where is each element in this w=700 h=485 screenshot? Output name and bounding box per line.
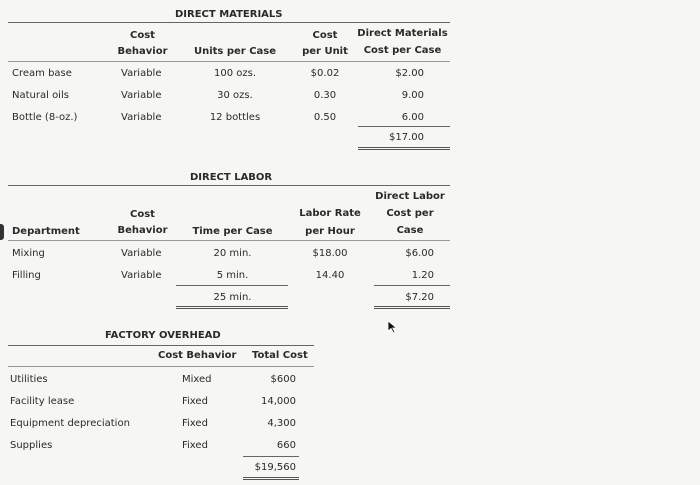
- dm-top-rule: [8, 22, 450, 23]
- fo-header-rule: [8, 366, 314, 367]
- dl-time-total-rule: [176, 306, 288, 309]
- dl-header-rule: [8, 240, 450, 241]
- dm-behavior: Variable: [121, 90, 162, 101]
- dl-dept: Filling: [12, 270, 41, 281]
- dm-header-behavior-2: Behavior: [117, 46, 168, 57]
- dl-total: $7.20: [405, 292, 434, 303]
- mouse-cursor-icon: [387, 320, 399, 334]
- dl-title: DIRECT LABOR: [190, 172, 273, 183]
- dm-cost: $0.02: [310, 68, 340, 79]
- fo-item: Equipment depreciation: [10, 418, 130, 429]
- dl-header-behavior-1: Cost: [130, 209, 155, 220]
- dm-header-behavior-1: Cost: [130, 30, 155, 41]
- dl-time: 5 min.: [216, 270, 249, 281]
- dl-header-dl-3: Case: [396, 225, 424, 236]
- dm-units: 12 bottles: [209, 112, 261, 123]
- fo-item: Supplies: [10, 440, 53, 451]
- fo-cost: 660: [276, 440, 296, 451]
- fo-title: FACTORY OVERHEAD: [105, 330, 221, 341]
- fo-total: $19,560: [254, 462, 296, 473]
- dm-header-dm-1: Direct Materials: [357, 28, 448, 39]
- dl-total-time: 25 min.: [213, 292, 252, 303]
- dl-header-time: Time per Case: [192, 226, 273, 237]
- fo-cost: 14,000: [261, 396, 296, 407]
- fo-header-behavior: Cost Behavior: [158, 350, 237, 361]
- dm-item: Cream base: [12, 68, 72, 79]
- dl-header-dl-1: Direct Labor: [375, 191, 445, 202]
- dl-sum-rule: [374, 285, 450, 286]
- dl-case: 1.20: [411, 270, 434, 281]
- dm-total: $17.00: [389, 132, 424, 143]
- dl-time-sum-rule: [176, 285, 288, 286]
- dm-sum-rule: [358, 126, 450, 127]
- dm-header-cost-1: Cost: [312, 30, 338, 41]
- dm-title: DIRECT MATERIALS: [175, 9, 283, 20]
- fo-item: Facility lease: [10, 396, 75, 407]
- dm-behavior: Variable: [121, 112, 162, 123]
- fo-cost: $600: [270, 374, 296, 385]
- dl-header-department: Department: [12, 226, 80, 237]
- dm-case: $2.00: [395, 68, 424, 79]
- dm-behavior: Variable: [121, 68, 162, 79]
- dl-top-rule: [8, 185, 450, 186]
- dm-header-cost-2: per Unit: [302, 46, 348, 57]
- edge-marker: [0, 224, 4, 240]
- dm-header-units: Units per Case: [193, 46, 277, 57]
- dl-dept: Mixing: [12, 248, 45, 259]
- fo-behavior: Fixed: [182, 440, 208, 451]
- dl-header-behavior-2: Behavior: [117, 225, 168, 236]
- fo-behavior: Fixed: [182, 418, 208, 429]
- dm-header-dm-2: Cost per Case: [363, 45, 442, 56]
- fo-header-total: Total Cost: [252, 350, 308, 361]
- dl-behavior: Variable: [121, 248, 162, 259]
- dl-total-rule: [374, 306, 450, 309]
- dm-case: 9.00: [401, 90, 424, 101]
- dm-units: 30 ozs.: [217, 90, 253, 101]
- fo-total-rule: [243, 477, 299, 480]
- dm-cost: 0.50: [313, 112, 337, 123]
- dl-case: $6.00: [405, 248, 434, 259]
- dm-header-rule: [8, 61, 450, 62]
- fo-item: Utilities: [10, 374, 48, 385]
- dm-cost: 0.30: [313, 90, 337, 101]
- dl-rate: $18.00: [312, 248, 348, 259]
- fo-top-rule: [8, 345, 314, 346]
- dl-header-dl-2: Cost per: [386, 208, 434, 219]
- dm-total-rule: [358, 147, 450, 150]
- dm-case: 6.00: [401, 112, 424, 123]
- dl-rate: 14.40: [315, 270, 345, 281]
- dm-units: 100 ozs.: [213, 68, 257, 79]
- dl-header-rate-2: per Hour: [305, 226, 355, 237]
- dm-item: Bottle (8-oz.): [12, 112, 78, 123]
- dl-behavior: Variable: [121, 270, 162, 281]
- dl-time: 20 min.: [213, 248, 252, 259]
- fo-behavior: Mixed: [182, 374, 212, 385]
- dm-item: Natural oils: [12, 90, 69, 101]
- dl-header-rate-1: Labor Rate: [299, 208, 361, 219]
- fo-cost: 4,300: [267, 418, 296, 429]
- fo-sum-rule: [243, 456, 299, 457]
- fo-behavior: Fixed: [182, 396, 208, 407]
